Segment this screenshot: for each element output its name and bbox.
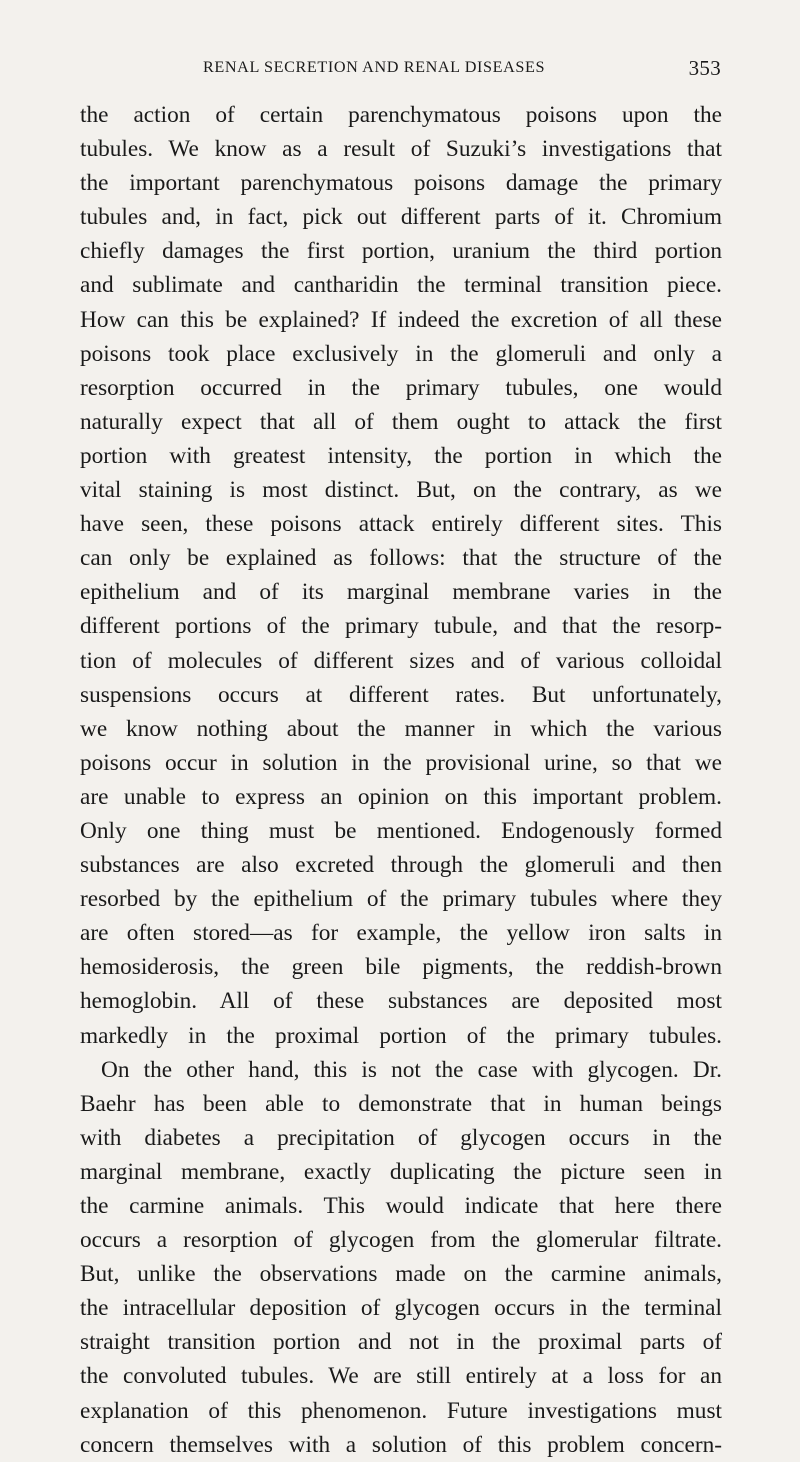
text-line: marginal membrane, exactly duplicating the picture seen in <box>80 1158 722 1185</box>
text-line: resorbed by the epithelium of the primary tubules where they <box>80 886 722 913</box>
text-line: suspensions occurs at different rates. But unfortunately, <box>80 681 722 708</box>
text-line: and sublimate and cantharidin the terminal transition piece. <box>80 272 722 299</box>
text-line: tion of molecules of different sizes and of various colloidal <box>80 647 722 674</box>
page-header <box>203 58 721 84</box>
text-line: poisons occur in solution in the provisional urine, so that we <box>80 749 722 776</box>
text-line: On the other hand, this is not the case with glycogen. Dr. <box>101 1056 722 1083</box>
text-line: markedly in the proximal portion of the primary tubules. <box>80 1022 722 1049</box>
text-line: the intracellular deposition of glycogen occurs in the terminal <box>80 1295 722 1322</box>
text-line: chiefly damages the first portion, uranium the third portion <box>80 238 722 265</box>
text-line: poisons took place exclusively in the glomeruli and only a <box>80 340 722 367</box>
text-line: the carmine animals. This would indicate that here there <box>80 1193 722 1219</box>
text-line: are often stored—as for example, the yellow iron salts in <box>80 920 722 947</box>
text-line: hemoglobin. All of these substances are deposited most <box>80 988 722 1015</box>
text-line: the convoluted tubules. We are still entirely at a loss for an <box>80 1363 722 1390</box>
text-line: the action of certain parenchymatous poisons upon the <box>80 102 722 128</box>
text-line: concern themselves with a solution of this problem concern- <box>80 1431 722 1458</box>
text-line: explanation of this phenomenon. Future investigations must <box>80 1397 722 1424</box>
body-text <box>80 98 722 1462</box>
text-line: we know nothing about the manner in which the various <box>80 715 722 742</box>
text-line: Baehr has been able to demonstrate that in human beings <box>80 1090 722 1117</box>
text-line: have seen, these poisons attack entirely different sites. This <box>80 511 722 538</box>
text-line: straight transition portion and not in the proximal parts of <box>80 1329 722 1356</box>
text-line: the important parenchymatous poisons damage the primary <box>80 170 722 197</box>
text-line: substances are also excreted through the glomeruli and then <box>80 852 722 879</box>
text-line: tubules. We know as a result of Suzuki’s investigations that <box>80 136 722 163</box>
text-line: Only one thing must be mentioned. Endogenously formed <box>80 817 722 844</box>
page-number: 353 <box>688 56 721 80</box>
text-line: hemosiderosis, the green bile pigments, the reddish-brown <box>80 954 722 981</box>
text-line: vital staining is most distinct. But, on the contrary, as we <box>80 477 722 504</box>
text-line: epithelium and of its marginal membrane varies in the <box>80 579 722 606</box>
running-head: RENAL SECRETION AND RENAL DISEASES <box>203 58 546 76</box>
text-line: portion with greatest intensity, the portion in which the <box>80 442 722 469</box>
text-line: resorption occurred in the primary tubules, one would <box>80 374 722 401</box>
text-line: How can this be explained? If indeed the excretion of all these <box>80 306 722 333</box>
text-line: tubules and, in fact, pick out different parts of it. Chromium <box>80 204 722 231</box>
text-line: different portions of the primary tubule, and that the resorp- <box>80 613 722 640</box>
text-line: But, unlike the observations made on the carmine animals, <box>80 1261 722 1288</box>
text-line: are unable to express an opinion on this important problem. <box>80 783 722 810</box>
text-line: occurs a resorption of glycogen from the glomerular filtrate. <box>80 1227 722 1254</box>
text-line: with diabetes a precipitation of glycogen occurs in the <box>80 1124 722 1151</box>
text-line: naturally expect that all of them ought to attack the first <box>80 408 722 435</box>
text-line: can only be explained as follows: that the structure of the <box>80 545 722 572</box>
